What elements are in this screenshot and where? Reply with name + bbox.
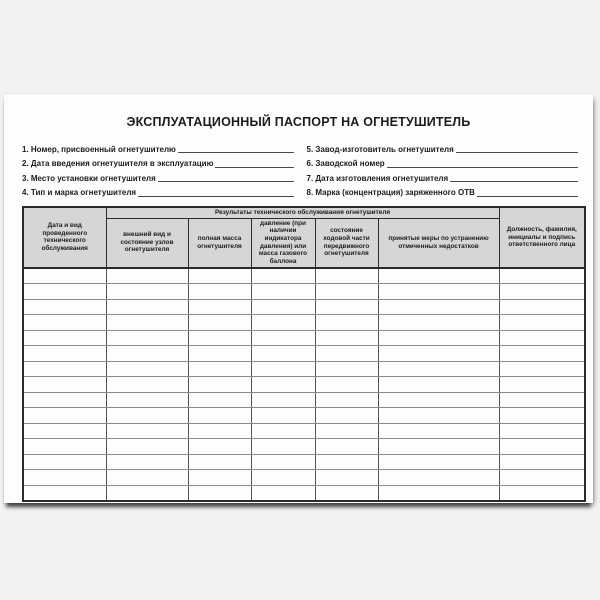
empty-cell <box>23 439 106 455</box>
table-row <box>23 485 585 501</box>
document-title: ЭКСПЛУАТАЦИОННЫЙ ПАСПОРТ НА ОГНЕТУШИТЕЛЬ <box>126 115 471 129</box>
empty-cell <box>499 408 585 424</box>
empty-cell <box>23 470 106 486</box>
empty-cell <box>251 377 315 393</box>
fill-in-line <box>450 181 578 182</box>
field-label: 6. Заводской номер <box>306 159 385 168</box>
fields-column-right <box>307 139 579 197</box>
field-row-extinguisher-number <box>22 139 294 154</box>
empty-cell <box>106 284 188 300</box>
empty-cell <box>315 346 378 362</box>
empty-cell <box>251 485 315 501</box>
empty-cell <box>251 470 315 486</box>
empty-cell <box>106 330 188 346</box>
maintenance-table-header <box>23 207 585 268</box>
col-header-responsible-person: Должность, фамилия, инициалы и подпись ответственного лица <box>499 207 585 268</box>
field-row-commissioning-date <box>22 154 294 169</box>
empty-cell <box>106 392 188 408</box>
empty-cell <box>106 423 188 439</box>
empty-cell <box>23 485 106 501</box>
empty-cell <box>106 315 188 331</box>
table-row <box>23 268 585 284</box>
empty-cell <box>378 330 499 346</box>
empty-cell <box>106 439 188 455</box>
empty-cell <box>23 268 106 284</box>
empty-cell <box>499 454 585 470</box>
field-row-installation-place <box>22 168 294 183</box>
empty-cell <box>315 423 378 439</box>
fill-in-line <box>477 196 578 197</box>
empty-cell <box>315 408 378 424</box>
empty-cell <box>251 299 315 315</box>
table-row <box>23 470 585 486</box>
empty-cell <box>499 377 585 393</box>
empty-cell <box>188 485 251 501</box>
paper-sheet <box>4 94 593 503</box>
empty-cell <box>106 470 188 486</box>
empty-cell <box>499 392 585 408</box>
empty-cell <box>315 315 378 331</box>
empty-cell <box>23 408 106 424</box>
empty-cell <box>499 284 585 300</box>
col-header-appearance: внешний вид и состояние узлов огнетушителя <box>106 218 188 268</box>
field-label: 7. Дата изготовления огнетушителя <box>306 173 449 183</box>
empty-cell <box>106 408 188 424</box>
empty-cell <box>378 454 499 470</box>
fill-in-line <box>138 196 293 197</box>
table-row <box>23 454 585 470</box>
fill-in-line <box>158 181 294 182</box>
empty-cell <box>188 346 251 362</box>
empty-cell <box>378 470 499 486</box>
empty-cell <box>188 423 251 439</box>
empty-cell <box>499 361 585 377</box>
empty-cell <box>251 423 315 439</box>
fill-in-line <box>178 152 294 153</box>
table-row <box>23 361 585 377</box>
empty-cell <box>106 377 188 393</box>
empty-cell <box>23 284 106 300</box>
empty-cell <box>315 485 378 501</box>
col-header-corrective-measures: принятые меры по устранению отмеченных недостатков <box>378 218 499 268</box>
empty-cell <box>23 423 106 439</box>
table-row <box>23 284 585 300</box>
field-row-manufacture-date <box>307 168 579 183</box>
field-label: 3. Место установки огнетушителя <box>22 173 156 183</box>
table-row <box>23 423 585 439</box>
table-row <box>23 330 585 346</box>
empty-cell <box>23 392 106 408</box>
empty-cell <box>251 284 315 300</box>
empty-cell <box>315 299 378 315</box>
empty-cell <box>188 361 251 377</box>
empty-cell <box>315 330 378 346</box>
empty-cell <box>378 377 499 393</box>
empty-cell <box>188 439 251 455</box>
col-header-date-and-kind: Дата и вид проведенного технического обслуживания <box>23 207 106 268</box>
empty-cell <box>23 377 106 393</box>
col-header-full-mass: полная масса огнетушителя <box>188 218 251 268</box>
empty-cell <box>315 392 378 408</box>
empty-cell <box>188 392 251 408</box>
field-label: 5. Завод-изготовитель огнетушителя <box>306 144 454 154</box>
empty-cell <box>251 439 315 455</box>
empty-cell <box>106 346 188 362</box>
empty-cell <box>378 485 499 501</box>
empty-cell <box>251 408 315 424</box>
table-header-row-group <box>23 207 585 218</box>
col-header-chassis-condition: состояние ходовой части передвижного огнетушителя <box>315 218 378 268</box>
fields-column-left <box>22 139 294 197</box>
empty-cell <box>378 346 499 362</box>
empty-cell <box>188 299 251 315</box>
empty-cell <box>315 470 378 486</box>
table-row <box>23 408 585 424</box>
empty-cell <box>315 454 378 470</box>
empty-cell <box>315 377 378 393</box>
col-group-header-service-results: Результаты технического обслуживания огнетушителя <box>106 207 499 218</box>
empty-cell <box>315 284 378 300</box>
empty-cell <box>499 439 585 455</box>
field-row-manufacturer <box>307 139 579 154</box>
empty-cell <box>378 423 499 439</box>
empty-cell <box>188 284 251 300</box>
field-label: 2. Дата введения огнетушителя в эксплуатацию <box>22 159 214 168</box>
table-row <box>23 377 585 393</box>
field-label: 1. Номер, присвоенный огнетушителю <box>22 144 176 154</box>
fill-in-line <box>215 167 293 168</box>
table-row <box>23 346 585 362</box>
empty-cell <box>499 315 585 331</box>
empty-cell <box>188 454 251 470</box>
empty-cell <box>315 268 378 284</box>
empty-cell <box>378 392 499 408</box>
field-row-factory-number <box>307 154 579 169</box>
empty-cell <box>188 377 251 393</box>
empty-cell <box>378 361 499 377</box>
empty-cell <box>23 299 106 315</box>
table-row <box>23 392 585 408</box>
empty-cell <box>106 268 188 284</box>
fill-in-line <box>387 167 578 168</box>
empty-cell <box>499 330 585 346</box>
empty-cell <box>315 361 378 377</box>
empty-cell <box>23 454 106 470</box>
table-body <box>23 268 585 502</box>
field-label: 4. Тип и марка огнетушителя <box>22 188 137 197</box>
empty-cell <box>251 346 315 362</box>
empty-cell <box>499 423 585 439</box>
empty-cell <box>251 454 315 470</box>
empty-cell <box>23 361 106 377</box>
empty-cell <box>106 361 188 377</box>
empty-cell <box>378 268 499 284</box>
empty-cell <box>23 346 106 362</box>
empty-cell <box>378 439 499 455</box>
empty-cell <box>378 315 499 331</box>
field-label: 8. Марка (концентрация) заряженного ОТВ <box>306 188 475 197</box>
empty-cell <box>188 268 251 284</box>
empty-cell <box>106 454 188 470</box>
empty-cell <box>23 330 106 346</box>
table-row <box>23 315 585 331</box>
field-row-charge-brand <box>307 183 579 198</box>
empty-cell <box>499 268 585 284</box>
empty-cell <box>23 315 106 331</box>
empty-cell <box>188 408 251 424</box>
fill-in-line <box>456 152 578 153</box>
empty-cell <box>106 485 188 501</box>
empty-cell <box>499 299 585 315</box>
empty-cell <box>499 346 585 362</box>
empty-cell <box>378 408 499 424</box>
empty-cell <box>251 330 315 346</box>
empty-cell <box>106 299 188 315</box>
table-row <box>23 299 585 315</box>
empty-cell <box>188 330 251 346</box>
header-fields <box>4 139 593 197</box>
table-row <box>23 439 585 455</box>
maintenance-table <box>22 206 586 502</box>
empty-cell <box>251 268 315 284</box>
empty-cell <box>499 485 585 501</box>
empty-cell <box>251 315 315 331</box>
empty-cell <box>378 299 499 315</box>
empty-cell <box>188 470 251 486</box>
empty-cell <box>499 470 585 486</box>
empty-cell <box>188 315 251 331</box>
col-header-pressure: давление (при наличии индикатора давления) или масса газового баллона <box>251 218 315 268</box>
field-row-type-and-brand <box>22 183 294 198</box>
empty-cell <box>251 361 315 377</box>
empty-cell <box>251 392 315 408</box>
empty-cell <box>378 284 499 300</box>
empty-cell <box>315 439 378 455</box>
